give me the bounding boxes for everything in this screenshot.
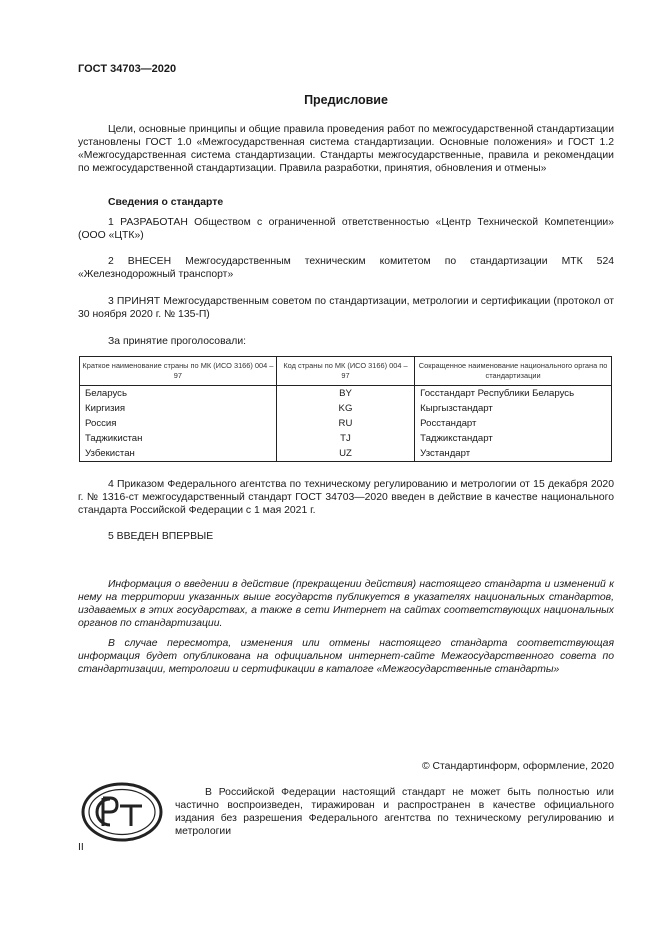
country-name: Россия — [80, 416, 277, 431]
country-code: BY — [276, 386, 414, 402]
standards-body: Узстандарт — [415, 446, 612, 462]
copyright-line: © Стандартинформ, оформление, 2020 — [421, 761, 614, 772]
country-code: RU — [276, 416, 414, 431]
country-name: Беларусь — [80, 386, 277, 402]
page-number: II — [78, 842, 84, 853]
standards-body: Госстандарт Республики Беларусь — [415, 386, 612, 402]
column-header-country: Краткое наименование страны по МК (ИСО 3166) 004 – 97 — [80, 357, 277, 386]
document-code: ГОСТ 34703—2020 — [78, 63, 177, 75]
country-name: Киргизия — [80, 401, 277, 416]
standards-body: Таджикстандарт — [415, 431, 612, 446]
copyright-notice: В Российской Федерации настоящий стандарт не может быть полностью или частично воспроизведен, тиражирован и распространен в качестве официального издания без разрешения Федерального агентства по техническому регулированию и метрологии — [175, 787, 614, 837]
page-title: Предисловие — [304, 93, 388, 107]
voting-countries-table — [79, 356, 612, 462]
standards-body: Кыргызстандарт — [415, 401, 612, 416]
intro-paragraph: Цели, основные принципы и общие правила проведения работ по межгосударственной стандартизации установлены ГОСТ 1.0 «Межгосударственная система стандартизации. Основные положения» и ГОСТ 1.2 «Межгосударственная система стандартизации. Стандарты межгосударственные, правила и рекомендации по межгосударственной стандартизации. Правила разработки, принятия, обновления и отмены» — [78, 124, 614, 174]
table-row — [80, 416, 612, 431]
vote-label: За принятие проголосовали: — [108, 336, 247, 347]
item-5-first-introduced: 5 ВВЕДЕН ВПЕРВЫЕ — [108, 531, 214, 542]
table-row — [80, 431, 612, 446]
country-name: Таджикистан — [80, 431, 277, 446]
info-paragraph-2: В случае пересмотра, изменения или отмены настоящего стандарта соответствующая информация будет опубликована на официальном интернет-сайте Межгосударственного совета по стандартизации, метрологии и сертификации в каталоге «Межгосударственные стандарты» — [78, 638, 614, 675]
country-code: KG — [276, 401, 414, 416]
table-row — [80, 386, 612, 402]
country-code: TJ — [276, 431, 414, 446]
section-heading: Сведения о стандарте — [108, 197, 224, 208]
table-header-row — [80, 357, 612, 386]
rst-logo — [80, 781, 164, 848]
column-header-code: Код страны по МК (ИСО 3166) 004 – 97 — [276, 357, 414, 386]
table-row — [80, 446, 612, 462]
item-4-order: 4 Приказом Федерального агентства по техническому регулированию и метрологии от 15 декабря 2020 г. № 1316-ст межгосударственный стандарт ГОСТ 34703—2020 введен в действие в качестве национального стандарта Российской Федерации с 1 мая 2021 г. — [78, 479, 614, 516]
item-3-adopted: 3 ПРИНЯТ Межгосударственным советом по стандартизации, метрологии и сертификации (протокол от 30 ноября 2020 г. № 135-П) — [78, 296, 614, 320]
rst-emblem-icon — [80, 781, 164, 843]
info-paragraph-1: Информация о введении в действие (прекращении действия) настоящего стандарта и изменений к нему на территории указанных выше государств публикуется в указателях национальных стандартов, издаваемых в этих государствах, а также в сети Интернет на сайтах соответствующих национальных органов по стандартизации. — [78, 579, 614, 629]
standards-body: Росстандарт — [415, 416, 612, 431]
country-code: UZ — [276, 446, 414, 462]
table-row — [80, 401, 612, 416]
item-2-introduced: 2 ВНЕСЕН Межгосударственным техническим комитетом по стандартизации МТК 524 «Железнодорожный транспорт» — [78, 256, 614, 280]
column-header-body: Сокращенное наименование национального органа по стандартизации — [415, 357, 612, 386]
country-name: Узбекистан — [80, 446, 277, 462]
item-1-developed: 1 РАЗРАБОТАН Обществом с ограниченной ответственностью «Центр Технической Компетенции» (ООО «ЦТК») — [78, 217, 614, 241]
